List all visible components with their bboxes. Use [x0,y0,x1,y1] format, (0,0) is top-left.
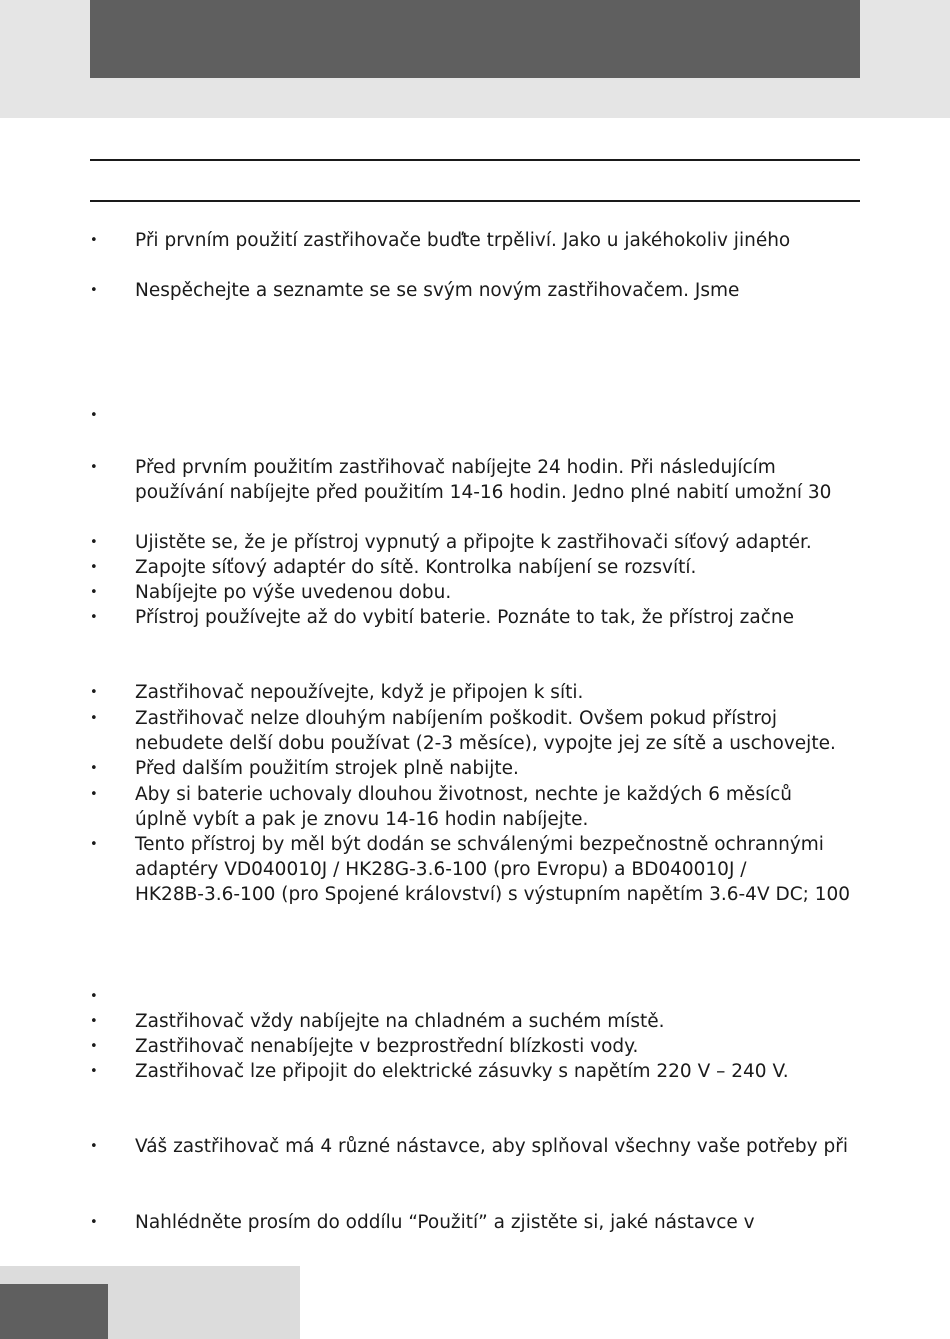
list-item [135,228,875,253]
bullet-marker: • [90,233,98,248]
list-item [135,580,875,605]
list-item [135,530,875,555]
list-item [135,1210,875,1235]
bullet-marker: • [90,408,98,423]
list-item-line: Zastřihovač lze připojit do elektrické zásuvky s napětím 220 V – 240 V. [135,1061,789,1082]
list-item-line [135,984,875,1009]
list-item [135,605,875,630]
list-item [135,1134,875,1159]
list-item-line: používání nabíjejte před použitím 14-16 hodin. Jedno plné nabití umožní 30 [135,482,832,503]
list-item [135,1009,875,1034]
list-item [135,832,875,907]
list-item-line: Zastřihovač nelze dlouhým nabíjením poškodit. Ovšem pokud přístroj [135,708,777,729]
list-item-line: Před dalším použitím strojek plně nabijte. [135,758,519,779]
list-item-line: nebudete delší dobu používat (2-3 měsíce), vypojte jej ze sítě a uschovejte. [135,733,836,754]
section-rule-top [90,159,860,161]
list-item [135,782,875,832]
list-item [135,403,875,428]
bullet-marker: • [90,560,98,575]
bullet-marker: • [90,1215,98,1230]
bullet-marker: • [90,535,98,550]
list-item-line: adaptéry VD040010J / HK28G-3.6-100 (pro Evropu) a BD040010J / [135,859,747,880]
bullet-marker: • [90,711,98,726]
bullet-marker: • [90,1139,98,1154]
header-bar [90,0,860,78]
list-item-line: Nahlédněte prosím do oddílu “Použití” a zjistěte si, jaké nástavce v [135,1212,755,1233]
bullet-marker: • [90,1014,98,1029]
list-item [135,455,875,505]
bullet-marker: • [90,989,98,1004]
bullet-marker: • [90,460,98,475]
bullet-marker: • [90,283,98,298]
bullet-marker: • [90,585,98,600]
list-item-line: Při prvním použití zastřihovače buďte trpěliví. Jako u jakéhokoliv jiného [135,230,791,251]
list-item-line: Aby si baterie uchovaly dlouhou životnost, nechte je každých 6 měsíců [135,784,793,805]
list-item-line: Zapojte síťový adaptér do sítě. Kontrolka nabíjení se rozsvítí. [135,557,697,578]
bullet-marker: • [90,685,98,700]
list-item-line: Nespěchejte a seznamte se se svým novým zastřihovačem. Jsme [135,280,740,301]
footer-page-block [0,1284,108,1339]
list-item-line: Zastřihovač nepoužívejte, když je připojen k síti. [135,682,584,703]
bullet-marker: • [90,787,98,802]
list-item [135,756,875,781]
list-item-line: Ujistěte se, že je přístroj vypnutý a připojte k zastřihovači síťový adaptér. [135,532,812,553]
list-item-line [135,403,875,428]
list-item [135,984,875,1009]
list-item-line: Váš zastřihovač má 4 různé nástavce, aby splňoval všechny vaše potřeby při [135,1136,848,1157]
bullet-marker: • [90,610,98,625]
list-item [135,706,875,756]
list-item-line: HK28B-3.6-100 (pro Spojené království) s výstupním napětím 3.6-4V DC; 100 [135,884,851,905]
list-item-line: Tento přístroj by měl být dodán se schválenými bezpečnostně ochrannými [135,834,824,855]
bullet-marker: • [90,761,98,776]
bullet-marker: • [90,1039,98,1054]
list-item [135,278,875,303]
list-item-line: úplně vybít a pak je znovu 14-16 hodin nabíjejte. [135,809,589,830]
list-item-line: Nabíjejte po výše uvedenou dobu. [135,582,452,603]
list-item-line: Před prvním použitím zastřihovač nabíjejte 24 hodin. Při následujícím [135,457,776,478]
list-item-line: Zastřihovač vždy nabíjejte na chladném a suchém místě. [135,1011,665,1032]
bullet-marker: • [90,837,98,852]
list-item-line: Zastřihovač nenabíjejte v bezprostřední blízkosti vody. [135,1036,639,1057]
bullet-marker: • [90,1064,98,1079]
list-item [135,1059,875,1084]
list-item [135,1034,875,1059]
list-item [135,680,875,705]
list-item [135,555,875,580]
list-item-line: Přístroj používejte až do vybití baterie. Poznáte to tak, že přístroj začne [135,607,794,628]
section-rule-bottom [90,200,860,202]
